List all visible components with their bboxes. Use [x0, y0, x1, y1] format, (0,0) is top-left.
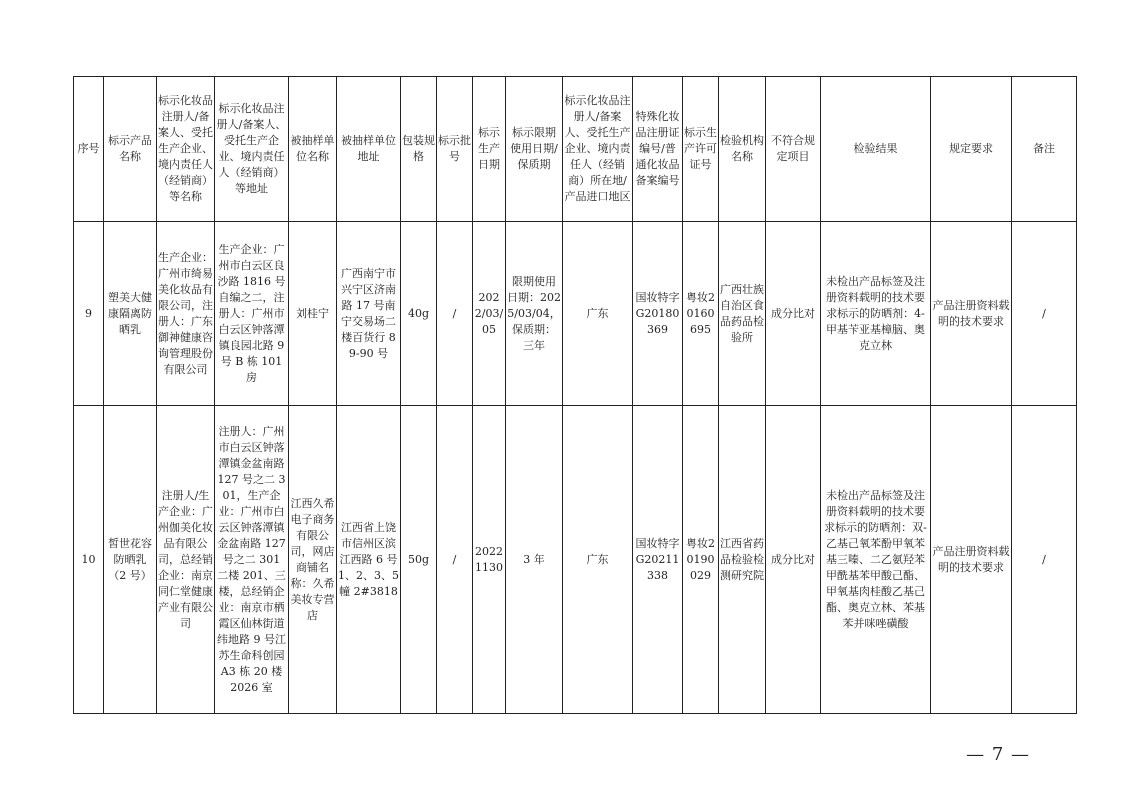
table-cell: 国妆特字G20211338 — [633, 406, 683, 714]
column-header: 标示生产日期 — [473, 77, 506, 222]
header-row — [74, 77, 1077, 222]
table-cell: 生产企业：广州市绮易美化妆品有限公司，注册人：广东御神健康咨询管理股份有限公司 — [157, 222, 215, 406]
table-cell: 刘桂宁 — [289, 222, 337, 406]
table-cell: 江西省药品检验检测研究院 — [719, 406, 766, 714]
table-cell: / — [437, 406, 473, 714]
table-cell: / — [1012, 406, 1077, 714]
column-header: 标示化妆品注册人/备案人、受托生产企业、境内责任人（经销商）等地址 — [215, 77, 289, 222]
table-cell: 20221130 — [473, 406, 506, 714]
page-number: — 7 — — [966, 744, 1030, 765]
column-header: 标示产品名称 — [104, 77, 157, 222]
table-cell: 成分比对 — [766, 222, 821, 406]
column-header: 特殊化妆品注册证编号/普通化妆品备案编号 — [633, 77, 683, 222]
table-cell: 2022/03/05 — [473, 222, 506, 406]
table-cell: / — [1012, 222, 1077, 406]
column-header: 标示化妆品注册人/备案人、受托生产企业、境内责任人（经销商）等名称 — [157, 77, 215, 222]
column-header: 包装规格 — [401, 77, 437, 222]
table-cell: 未检出产品标签及注册资料载明的技术要求标示的防晒剂：4-甲基苄亚基樟脑、奥克立林 — [821, 222, 931, 406]
table-cell: 广西壮族自治区食品药品检验所 — [719, 222, 766, 406]
table-cell: 广西南宁市兴宁区济南路 17 号南宁交易场二楼百货行 89-90 号 — [337, 222, 401, 406]
column-header: 标示生产许可证号 — [683, 77, 719, 222]
table-cell: 50g — [401, 406, 437, 714]
column-header: 被抽样单位地址 — [337, 77, 401, 222]
table-cell: 未检出产品标签及注册资料载明的技术要求标示的防晒剂：双-乙基己氧苯酚甲氧苯基三嗪、二乙氨羟苯甲酰基苯甲酸己酯、甲氧基肉桂酸乙基己酯、奥克立林、苯基苯并咪唑磺酸 — [821, 406, 931, 714]
table-cell: 粤妆20190029 — [683, 406, 719, 714]
column-header: 序号 — [74, 77, 104, 222]
table-cell: 粤妆20160695 — [683, 222, 719, 406]
table-cell: 9 — [74, 222, 104, 406]
table-cell: 国妆特字G20180369 — [633, 222, 683, 406]
column-header: 备注 — [1012, 77, 1077, 222]
table-cell: 限期使用日期：2025/03/04，保质期：三年 — [506, 222, 563, 406]
column-header: 不符合规定项目 — [766, 77, 821, 222]
table-cell: 生产企业：广州市白云区良沙路 1816 号自编之二，注册人：广州市白云区钟落潭镇良园北路 9 号 B 栋 101 房 — [215, 222, 289, 406]
table-cell: 江西久希电子商务有限公司，网店商铺名称：久希美妆专营店 — [289, 406, 337, 714]
table-cell: 塑美大健康隔离防晒乳 — [104, 222, 157, 406]
table-cell: 广东 — [563, 406, 633, 714]
table-cell: 广东 — [563, 222, 633, 406]
table-cell: / — [437, 222, 473, 406]
table-cell: 产品注册资料载明的技术要求 — [931, 222, 1012, 406]
table-cell: 注册人：广州市白云区钟落潭镇金盆南路 127 号之二 301，生产企业：广州市白云区钟落潭镇金盆南路 127 号之二 301 二楼 201、三楼，总经销企业：南京市栖霞区仙林街道纬地路 9 号江苏生命科创园 A3 栋 20 楼 2026 室 — [215, 406, 289, 714]
table-row — [74, 222, 1077, 406]
table-cell: 40g — [401, 222, 437, 406]
table-cell: 注册人/生产企业：广州伽美化妆品有限公司，总经销企业：南京同仁堂健康产业有限公司 — [157, 406, 215, 714]
column-header: 规定要求 — [931, 77, 1012, 222]
column-header: 检验结果 — [821, 77, 931, 222]
table-cell: 江西省上饶市信州区滨江西路 6 号 1、2、3、5 幢 2#3818 — [337, 406, 401, 714]
table-cell: 成分比对 — [766, 406, 821, 714]
report-sheet — [73, 76, 1077, 714]
table-cell: 皙世花容防晒乳（2 号） — [104, 406, 157, 714]
column-header: 检验机构名称 — [719, 77, 766, 222]
column-header: 标示限期使用日期/保质期 — [506, 77, 563, 222]
inspection-results-table — [73, 76, 1077, 714]
table-cell: 10 — [74, 406, 104, 714]
table-cell: 3 年 — [506, 406, 563, 714]
column-header: 标示化妆品注册人/备案人、受托生产企业、境内责任人（经销商）所在地/产品进口地区 — [563, 77, 633, 222]
table-cell: 产品注册资料载明的技术要求 — [931, 406, 1012, 714]
column-header: 被抽样单位名称 — [289, 77, 337, 222]
column-header: 标示批号 — [437, 77, 473, 222]
table-row — [74, 406, 1077, 714]
